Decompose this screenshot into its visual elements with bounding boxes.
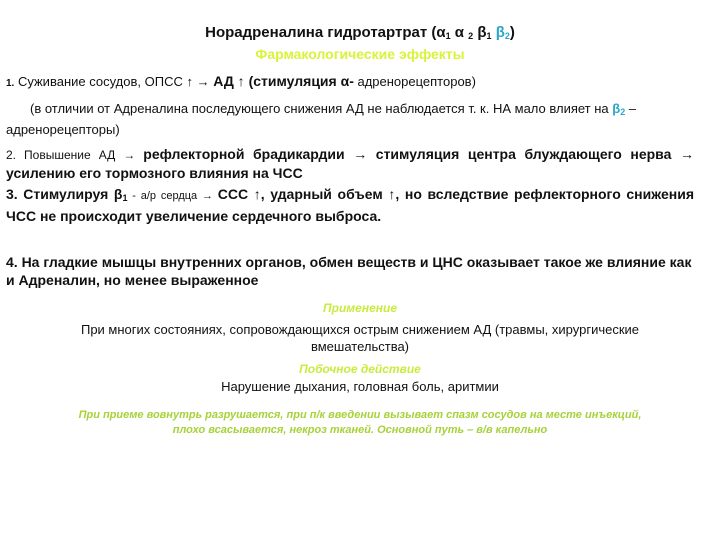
section-heading-side-effects: Побочное действие — [299, 362, 421, 376]
slide-title — [0, 24, 720, 41]
effect-2-text-b: рефлекторной брадикардии → стимуляция центра блуждающего нерва → усилению его тормозного влияния на ЧСС — [6, 146, 694, 181]
effect-2-text-a: 2. Повышение АД → — [6, 148, 144, 162]
effect-1-text-a: Суживание сосудов, ОПСС ↑ → — [14, 74, 214, 89]
effect-1-number: 1. — [6, 78, 15, 89]
beta1-symbol: β — [477, 24, 487, 41]
usage-text: При многих состояниях, сопровождающихся острым снижением АД (травмы, хирургические вмешательства) — [80, 322, 640, 354]
effect-3-sub: 1 — [122, 193, 128, 203]
administration-note: При приеме вовнутрь разрушается, при п/к введении вызывает спазм сосудов на месте инъекций, плохо всасывается, некроз тканей. Основной путь – в/в капельно — [78, 409, 642, 436]
title-text: Норадреналина гидротартрат ( — [205, 24, 437, 41]
effect-3 — [6, 185, 694, 225]
alpha1-symbol: α — [436, 24, 446, 41]
alpha2-symbol: α — [454, 24, 464, 41]
section-heading-usage: Применение — [322, 301, 397, 315]
effect-2 — [6, 145, 694, 182]
beta1-sub: 1 — [486, 31, 492, 41]
side-effects-text: Нарушение дыхания, головная боль, аритмии — [221, 379, 499, 394]
effect-3-text-b: ССС ↑, ударный объем ↑, но вследствие рефлекторного снижения ЧСС не происходит увеличение сердечного выброса. — [6, 186, 694, 224]
section-heading-effects: Фармакологические эффекты — [255, 46, 465, 62]
effect-4: 4. На гладкие мышцы внутренних органов, обмен веществ и ЦНС оказывает такое же влияние как и Адреналин, но менее выраженное — [6, 254, 692, 288]
effect-1-note-beta2: β — [612, 101, 621, 116]
alpha1-sub: 1 — [445, 31, 451, 41]
effect-1-note-beta2-sub: 2 — [620, 107, 626, 117]
effect-1-text-c: адренорецепторов) — [353, 74, 476, 89]
effect-1-text-b: АД ↑ (стимуляция α- — [213, 73, 354, 89]
beta2-sub: 2 — [504, 31, 510, 41]
effect-1 — [6, 73, 694, 92]
alpha2-sub: 2 — [468, 31, 474, 41]
effect-1-note — [6, 100, 694, 138]
title-close: ) — [509, 24, 515, 41]
beta2-symbol: β — [495, 24, 505, 41]
effect-3-text-thin: - а/р сердца → — [127, 190, 218, 202]
effect-3-text-a: 3. Стимулируя β — [6, 186, 123, 202]
effect-1-note-text-a: (в отличии от Адреналина последующего снижения АД не наблюдается т. к. НА мало влияет на — [30, 101, 613, 116]
effect-1-note-text-b: – адренорецепторы) — [6, 101, 637, 137]
